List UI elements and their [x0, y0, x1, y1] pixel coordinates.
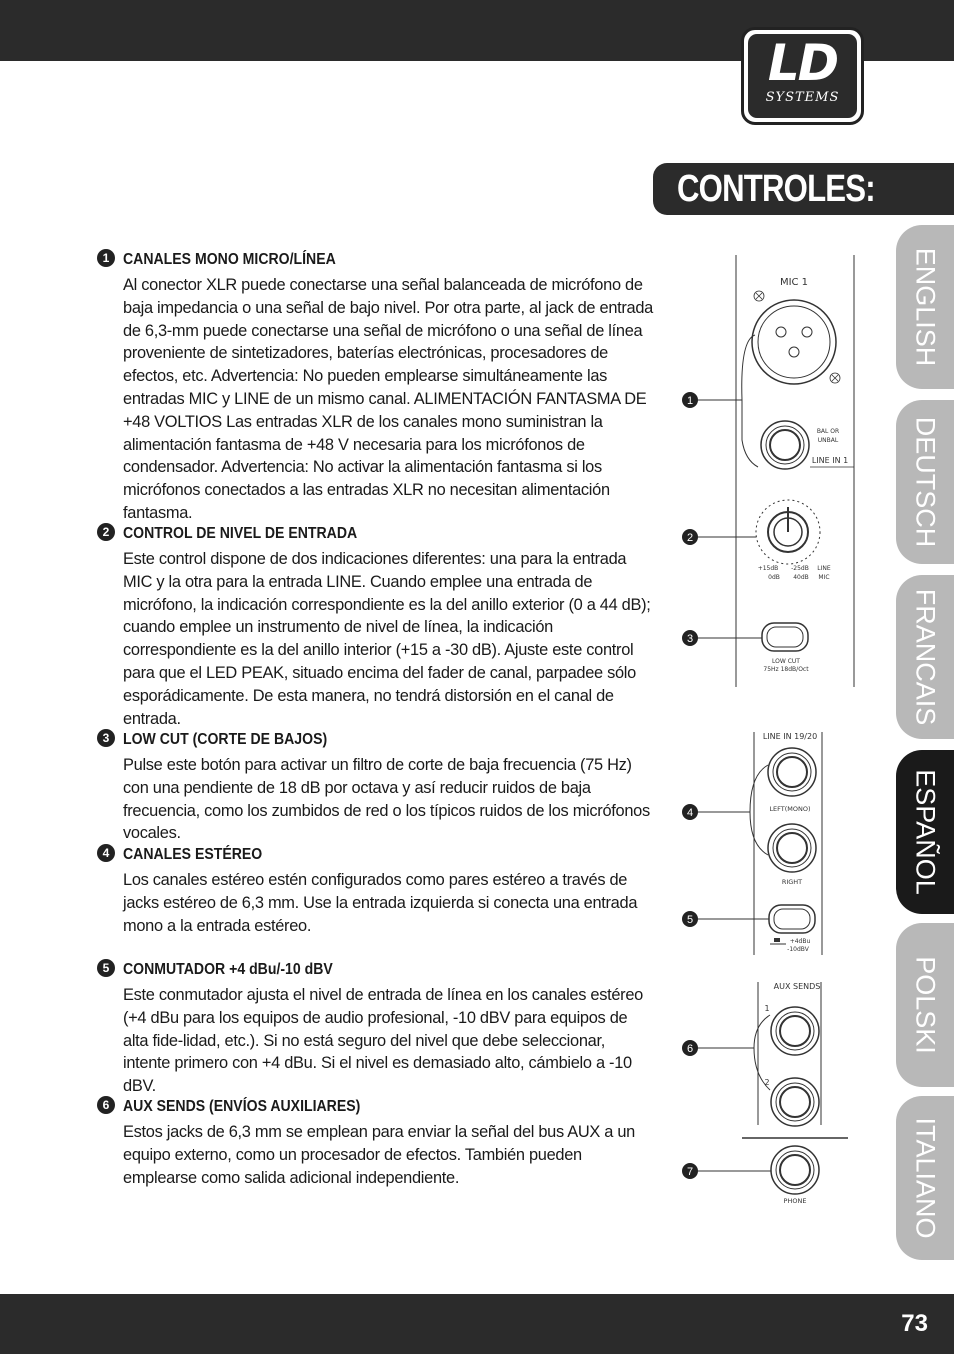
callout-badge-1	[682, 392, 698, 408]
bal-label-2: UNBAL	[817, 437, 839, 444]
section-number-badge: 2	[97, 523, 115, 541]
section-body: Los canales estéreo estén configurados como pares estéreo a través de jacks estéreo de 6,3 mm. Use la entrada izquierda si conecta una entrada mono a la entrada estéreo.	[123, 871, 638, 935]
tab-label: FRANCAIS	[910, 588, 941, 726]
tab-label: DEUTSCH	[910, 416, 941, 548]
tab-label: ESPAÑOL	[910, 769, 941, 895]
section-title: CANALES ESTÉREO	[123, 846, 263, 863]
tab-polski[interactable]	[896, 923, 954, 1087]
gain-knob	[756, 500, 820, 564]
section-body: Al conector XLR puede conectarse una señal balanceada de micrófono de baja impedancia o una señal de bajo nivel. Por otra parte, al jack de entrada de 6,3-mm puede conectarse una señal de micrófono o una señal de línea proveniente de sintetizadores, baterías electrónicas, procesadores de efectos, etc. Advertencia: No pueden emplearse simultáneamente las entradas MIC y LINE de un mismo canal. ALIMENTACIÓN FANTASMA DE +48 VOLTIOS Las entradas XLR de los canales mono suministran la alimentación fantasma de +48 V necesaria para los micrófonos de condensador. Advertencia: No activar la alimentación fantasma si los micrófonos conectados a las entradas XLR no necesitan alimentación fantasma.	[123, 276, 653, 522]
aux-jack-1	[771, 1007, 819, 1055]
callout-badge-5	[682, 911, 698, 927]
gain-label-mic: MIC	[818, 574, 830, 581]
phone-label: PHONE	[783, 1197, 807, 1205]
aux-number-1: 1	[764, 1004, 770, 1013]
page-heading	[653, 163, 954, 215]
callout-number: 7	[686, 1166, 694, 1178]
section-title: CANALES MONO MICRO/LÍNEA	[123, 251, 336, 268]
level-minus10-label: -10dBV	[787, 946, 809, 953]
tab-label: ITALIANO	[910, 1117, 941, 1239]
callout-badge-6	[682, 1040, 698, 1056]
gain-label-mic-min: 0dB	[768, 574, 780, 581]
gain-label-line-max: -25dB	[791, 565, 809, 572]
bal-label-1: BAL OR	[816, 428, 840, 435]
section-body: Pulse este botón para activar un filtro de corte de baja frecuencia (75 Hz) con una pendiente de 18 dB por octava y así reducir ruidos de baja frecuencia, como los zumbidos de red o los típicos ruidos de los micrófonos vocales.	[123, 756, 650, 843]
tab-italiano[interactable]	[896, 1096, 954, 1260]
stereo-bracket	[750, 765, 768, 855]
aux-sends-label: AUX SENDS	[773, 982, 821, 991]
mixer-diagram	[670, 245, 870, 1215]
tab-label: POLSKI	[910, 956, 941, 1054]
callout-number: 3	[686, 633, 694, 645]
tab-francais[interactable]	[896, 575, 954, 739]
section-number-badge: 3	[97, 729, 115, 747]
logo-main-text: LD	[767, 34, 838, 92]
low-cut-spec: 75Hz 18dB/Oct	[763, 666, 809, 673]
callout-number: 6	[686, 1043, 694, 1055]
section-title: CONTROL DE NIVEL DE ENTRADA	[123, 525, 358, 542]
gain-label-line: LINE	[817, 565, 831, 572]
bottom-bar	[0, 1294, 954, 1354]
aux-number-2: 2	[764, 1078, 770, 1087]
level-switch	[769, 905, 815, 933]
callout-badge-2	[682, 529, 698, 545]
left-mono-label: LEFT(MONO)	[769, 805, 811, 813]
section-title: LOW CUT (CORTE DE BAJOS)	[123, 731, 328, 748]
section-title: AUX SENDS (ENVÍOS AUXILIARES)	[123, 1098, 361, 1115]
callout-badge-4	[682, 804, 698, 820]
line-in-jack	[761, 421, 809, 469]
line-in-label: LINE IN 1	[811, 456, 849, 465]
level-plus4-label: +4dBu	[789, 938, 811, 945]
callout-badge-3	[682, 630, 698, 646]
xlr-connector	[752, 291, 840, 384]
low-cut-button	[762, 623, 808, 651]
aux-jack-2	[771, 1078, 819, 1126]
phone-jack	[771, 1146, 819, 1194]
callout-number: 4	[686, 807, 694, 819]
mixer-diagram-svg	[670, 245, 870, 1215]
left-jack	[768, 748, 816, 796]
switch-indicator-up	[774, 938, 780, 942]
section-number-badge: 6	[97, 1096, 115, 1114]
low-cut-label: LOW CUT	[772, 658, 800, 665]
callout-number: 1	[686, 395, 694, 407]
callout-badge-7	[682, 1163, 698, 1179]
section-title: CONMUTADOR +4 dBu/-10 dBV	[123, 961, 333, 978]
logo-sub-text: SYSTEMS	[765, 90, 840, 105]
tab-label: ENGLISH	[910, 247, 941, 367]
page-number: 73	[901, 1310, 928, 1337]
right-label: RIGHT	[781, 878, 803, 886]
section-number-badge: 4	[97, 844, 115, 862]
tab-deutsch[interactable]	[896, 400, 954, 564]
ld-systems-logo	[741, 27, 864, 125]
section-body: Este conmutador ajusta el nivel de entrada de línea en los canales estéreo (+4 dBu para los equipos de audio profesional, -10 dBV para equipos de alta fide-lidad, etc.). Si no está seguro del nivel que debe seleccionar, intente primero con +4 dBu. Si el nivel es demasiado alto, cámbielo a -10 dBV.	[123, 986, 643, 1096]
section-body: Estos jacks de 6,3 mm se emplean para enviar la señal del bus AUX a un equipo externo, como un procesador de efectos. También pueden emplearse como salida adicional independiente.	[123, 1123, 635, 1187]
page-title: CONTROLES:	[677, 168, 875, 210]
gain-label-line-min: +15dB	[757, 565, 779, 572]
gain-label-mic-max: 40dB	[793, 574, 809, 581]
right-jack	[768, 824, 816, 872]
section-body: Este control dispone de dos indicaciones diferentes: una para la entrada MIC y la otra para la entrada LINE. Cuando emplee una entrada de micrófono, la indicación correspondiente es la del anillo exterior (0 a 44 dB); cuando emplee un instrumento de nivel de línea, la indicación correspondiente es la del anillo interior (+15 a -30 dB). Ajuste este control para que el LED PEAK, situado encima del fader de canal, parpadee sólo esporádicamente. De esta manera, no tendrá distorsión en el canal de entrada.	[123, 550, 651, 728]
tab-english[interactable]	[896, 225, 954, 389]
tab-espanol[interactable]	[896, 750, 954, 914]
callout-number: 5	[686, 914, 694, 926]
section-number-badge: 1	[97, 249, 115, 267]
stereo-label: LINE IN 19/20	[762, 732, 818, 741]
mic-label: MIC 1	[779, 277, 809, 288]
callout-number: 2	[686, 532, 694, 544]
section-number-badge: 5	[97, 959, 115, 977]
